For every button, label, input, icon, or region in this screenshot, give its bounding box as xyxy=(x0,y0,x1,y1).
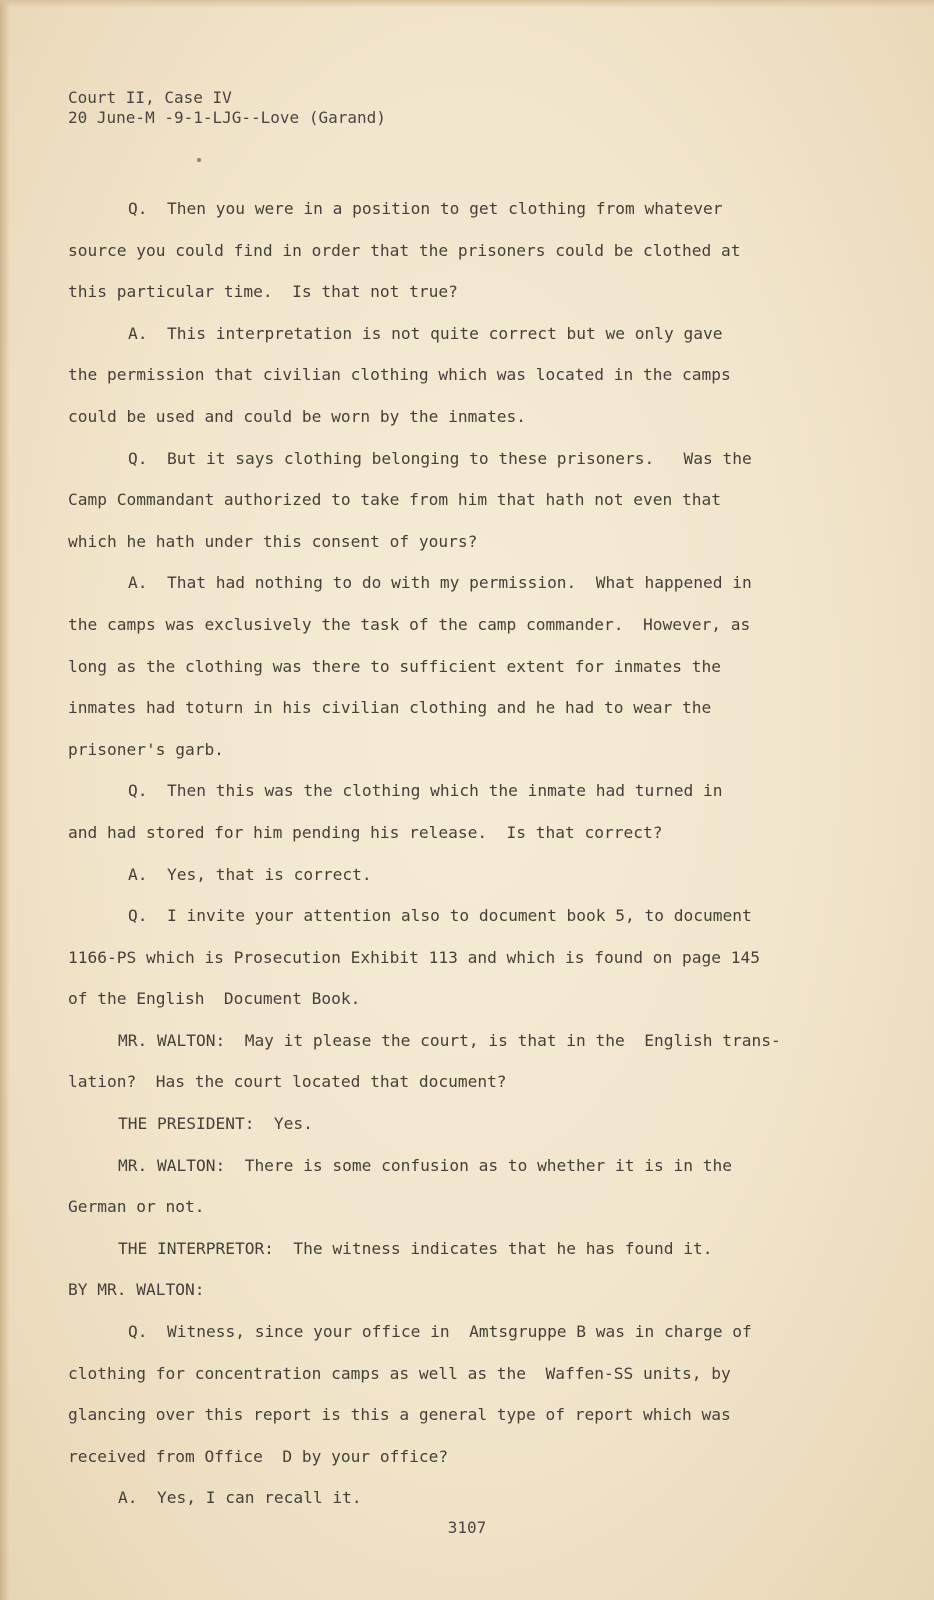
transcript-line: A. This interpretation is not quite correct but we only gave xyxy=(128,323,723,343)
document-header xyxy=(68,88,386,128)
transcript-line: could be used and could be worn by the inmates. xyxy=(68,406,527,426)
transcript-line: inmates had toturn in his civilian clothing and he had to wear the xyxy=(68,698,712,718)
transcript-line: Q. Then you were in a position to get clothing from whatever xyxy=(128,199,723,218)
paper-edge-shadow xyxy=(0,0,10,1600)
header-date-line: 20 June-M -9-1-LJG--Love (Garand) xyxy=(68,108,386,127)
paper-top-shadow xyxy=(0,0,934,8)
transcript-line: Q. But it says clothing belonging to these prisoners. Was the xyxy=(128,448,752,468)
transcript-line: MR. WALTON: There is some confusion as to whether it is in the xyxy=(118,1155,732,1175)
transcript-line: A. That had nothing to do with my permission. What happened in xyxy=(128,573,752,593)
transcript-line: Q. Then this was the clothing which the inmate had turned in xyxy=(128,781,723,801)
transcript-body xyxy=(68,188,808,1519)
transcript-line: lation? Has the court located that document? xyxy=(68,1072,507,1092)
transcript-line: Camp Commandant authorized to take from him that hath not even that xyxy=(68,490,721,510)
transcript-line: A. Yes, I can recall it. xyxy=(118,1488,362,1508)
transcript-line: this particular time. Is that not true? xyxy=(68,282,458,302)
transcript-line: German or not. xyxy=(68,1197,205,1217)
page-number: 3107 xyxy=(447,1518,487,1537)
transcript-line: THE PRESIDENT: Yes. xyxy=(118,1114,313,1134)
transcript-line: clothing for concentration camps as well as the Waffen-SS units, by xyxy=(68,1363,731,1383)
transcript-line: MR. WALTON: May it please the court, is that in the English trans- xyxy=(118,1030,781,1050)
transcript-line: 1166-PS which is Prosecution Exhibit 113 and which is found on page 145 xyxy=(68,947,760,967)
ink-speck xyxy=(197,158,201,162)
transcript-line: the permission that civilian clothing which was located in the camps xyxy=(68,365,731,385)
transcript-line: Q. Witness, since your office in Amtsgruppe B was in charge of xyxy=(128,1322,752,1342)
transcript-line: prisoner's garb. xyxy=(68,739,224,759)
header-court-line: Court II, Case IV xyxy=(68,88,232,107)
transcript-line: source you could find in order that the prisoners could be clothed at xyxy=(68,240,741,260)
transcript-line: BY MR. WALTON: xyxy=(68,1280,205,1300)
transcript-line: Q. I invite your attention also to document book 5, to document xyxy=(128,906,752,926)
transcript-line: the camps was exclusively the task of the camp commander. However, as xyxy=(68,614,751,634)
transcript-line: A. Yes, that is correct. xyxy=(128,864,372,884)
transcript-line: of the English Document Book. xyxy=(68,989,361,1009)
transcript-line: which he hath under this consent of yours? xyxy=(68,531,478,551)
transcript-line: THE INTERPRETOR: The witness indicates that he has found it. xyxy=(118,1238,713,1258)
transcript-line: and had stored for him pending his release. Is that correct? xyxy=(68,822,663,842)
transcript-line: received from Office D by your office? xyxy=(68,1446,449,1466)
transcript-line: glancing over this report is this a general type of report which was xyxy=(68,1405,731,1425)
transcript-line: long as the clothing was there to sufficient extent for inmates the xyxy=(68,656,721,676)
